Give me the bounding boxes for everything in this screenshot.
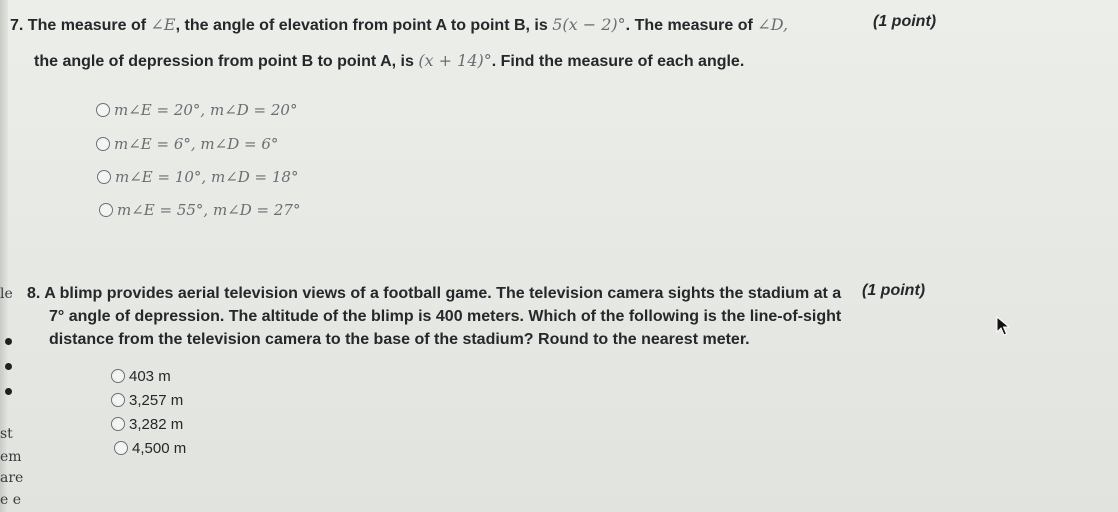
- radio-button[interactable]: [111, 417, 125, 431]
- radio-button[interactable]: [96, 137, 110, 151]
- question-8-line-2: 7° angle of depression. The altitude of the blimp is 400 meters. Which of the following is the line-of-sight: [49, 308, 842, 325]
- question-7-text-d: the angle of depression from point B to point A, is: [34, 53, 414, 70]
- option-label: m∠E = 6°, m∠D = 6°: [114, 135, 279, 153]
- expression-d: (x + 14)°: [418, 51, 492, 70]
- option-label: 3,282 m: [129, 415, 184, 433]
- option-label: 3,257 m: [129, 391, 184, 409]
- question-8-option-3[interactable]: [111, 413, 183, 435]
- question-8-option-2[interactable]: [111, 389, 183, 411]
- option-label: m∠E = 55°, m∠D = 27°: [117, 201, 301, 219]
- radio-button[interactable]: [111, 369, 125, 383]
- radio-button[interactable]: [96, 103, 110, 117]
- question-7-line-2: [34, 49, 744, 73]
- question-8-text-1: A blimp provides aerial television views of a football game. The television camera sights the stadium at a: [44, 285, 842, 302]
- bullet-dot-icon: [5, 338, 12, 345]
- bullet-dot-icon: [5, 363, 12, 370]
- question-7-number: 7.: [10, 17, 24, 34]
- edge-fragment-3: em: [0, 449, 22, 465]
- question-7-option-3[interactable]: [97, 166, 298, 188]
- option-label: m∠E = 20°, m∠D = 20°: [114, 101, 298, 119]
- question-7-points: (1 point): [873, 13, 937, 30]
- radio-button[interactable]: [97, 170, 111, 184]
- mouse-pointer-icon: [996, 316, 1012, 341]
- angle-e-label: ∠E: [150, 15, 176, 34]
- option-label: 403 m: [129, 367, 171, 385]
- expression-e: 5(x − 2)°: [552, 15, 626, 34]
- question-7-option-2[interactable]: [96, 133, 278, 155]
- edge-fragment-1: le: [0, 286, 13, 302]
- question-7-option-4[interactable]: [99, 199, 300, 221]
- question-7-line-1: [10, 13, 788, 37]
- option-label: m∠E = 10°, m∠D = 18°: [115, 168, 299, 186]
- radio-button[interactable]: [99, 203, 113, 217]
- radio-button[interactable]: [111, 393, 125, 407]
- question-7-option-1[interactable]: [96, 99, 297, 121]
- question-8-option-1[interactable]: [111, 365, 171, 387]
- edge-fragment-4: are: [0, 470, 24, 486]
- question-8-number: 8.: [27, 285, 41, 302]
- option-label: 4,500 m: [132, 439, 187, 457]
- question-7-text-e: . Find the measure of each angle.: [491, 53, 745, 70]
- question-7-text-c: . The measure of: [625, 17, 753, 34]
- edge-fragment-5: e e: [0, 492, 22, 508]
- question-8-points: (1 point): [862, 282, 926, 299]
- radio-button[interactable]: [114, 441, 128, 455]
- question-7-text-b: , the angle of elevation from point A to point B, is: [175, 17, 548, 34]
- bullet-dot-icon: [5, 388, 12, 395]
- question-7-text-a: The measure of: [27, 17, 147, 34]
- angle-d-label: ∠D,: [757, 15, 789, 34]
- question-8-option-4[interactable]: [114, 437, 186, 459]
- edge-fragment-2: st: [0, 426, 13, 442]
- question-8-line-1: [27, 282, 841, 305]
- question-8-line-3: distance from the television camera to the base of the stadium? Round to the nearest meter.: [49, 331, 750, 348]
